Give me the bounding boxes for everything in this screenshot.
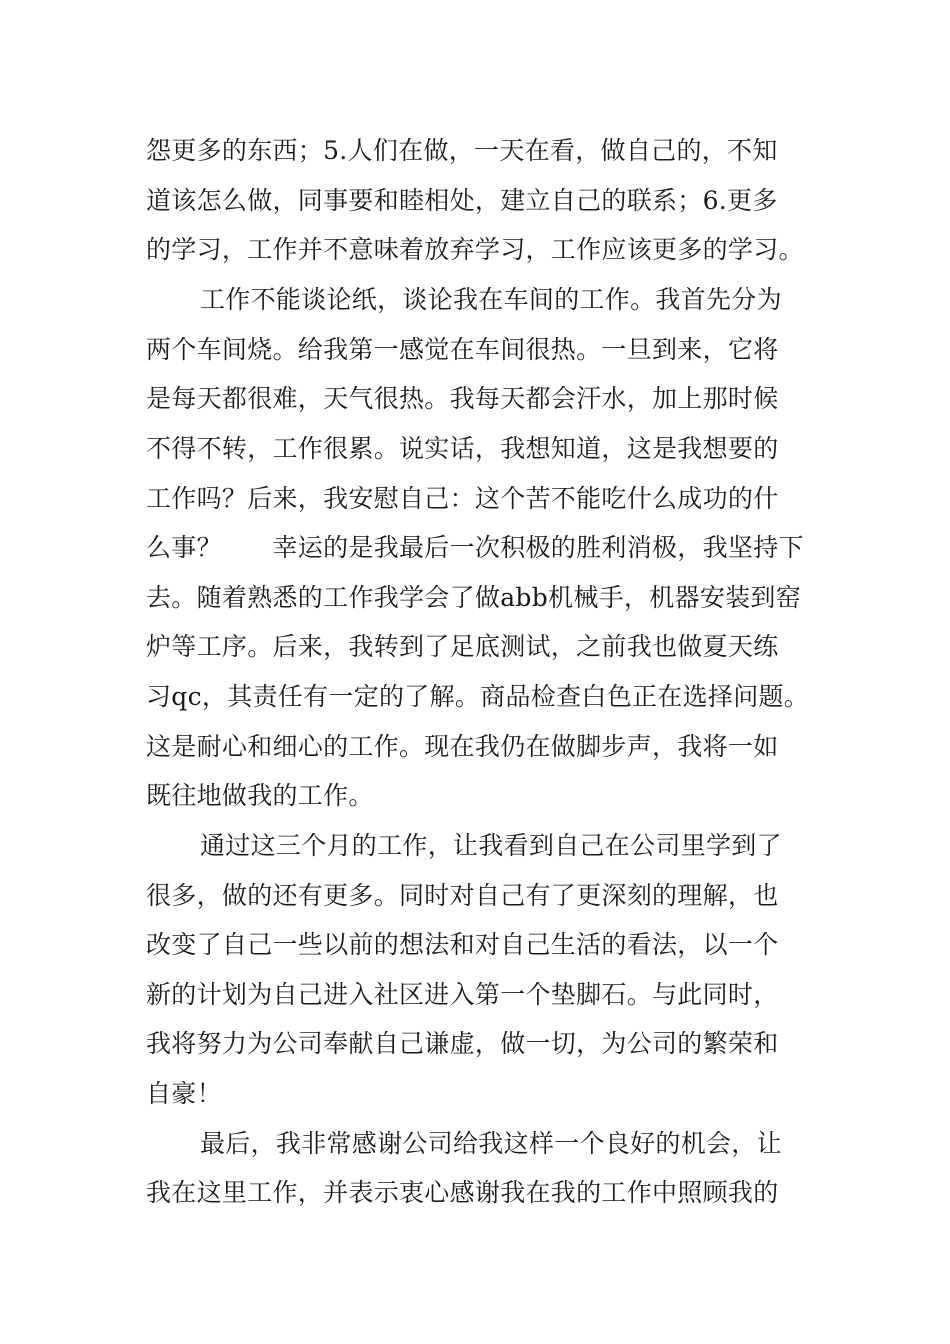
text-line: 是每天都很难，天气很热。我每天都会汗水，加上那时候	[146, 384, 779, 413]
text-line: 最后，我非常感谢公司给我这样一个良好的机会，让	[200, 1129, 782, 1158]
text-line: 习qc，其责任有一定的了解。商品检查白色正在选择问题。	[146, 682, 810, 711]
text-line: 么事？ 幸运的是我最后一次积极的胜利消极，我坚持下	[146, 533, 804, 562]
text-line: 工作不能谈论纸，谈论我在车间的工作。我首先分为	[200, 285, 782, 314]
text-line: 我在这里工作，并表示衷心感谢我在我的工作中照顾我的	[146, 1178, 779, 1207]
text-line: 自豪！	[146, 1079, 222, 1108]
text-line: 既往地做我的工作。	[146, 781, 374, 810]
text-line: 工作吗？后来，我安慰自己：这个苦不能吃什么成功的什	[146, 484, 779, 513]
text-line: 新的计划为自己进入社区进入第一个垫脚石。与此同时，	[146, 980, 779, 1009]
text-line: 去。随着熟悉的工作我学会了做abb机械手，机器安装到窑	[146, 583, 802, 612]
text-line: 不得不转，工作很累。说实话，我想知道，这是我想要的	[146, 434, 779, 463]
text-line: 这是耐心和细心的工作。现在我仍在做脚步声，我将一如	[146, 732, 779, 761]
text-line: 的学习，工作并不意味着放弃学习，工作应该更多的学习。	[146, 235, 804, 264]
text-line: 改变了自己一些以前的想法和对自己生活的看法，以一个	[146, 930, 779, 959]
text-line: 我将努力为公司奉献自己谦虚，做一切，为公司的繁荣和	[146, 1029, 779, 1058]
text-line: 两个车间烧。给我第一感觉在车间很热。一旦到来，它将	[146, 335, 779, 364]
text-line: 通过这三个月的工作，让我看到自己在公司里学到了	[200, 831, 782, 860]
text-line: 怨更多的东西；5.人们在做，一天在看，做自己的，不知	[146, 136, 778, 165]
text-line: 很多，做的还有更多。同时对自己有了更深刻的理解，也	[146, 881, 779, 910]
text-line: 炉等工序。后来，我转到了足底测试，之前我也做夏天练	[146, 632, 779, 661]
text-line: 道该怎么做，同事要和睦相处，建立自己的联系；6.更多	[146, 186, 778, 215]
